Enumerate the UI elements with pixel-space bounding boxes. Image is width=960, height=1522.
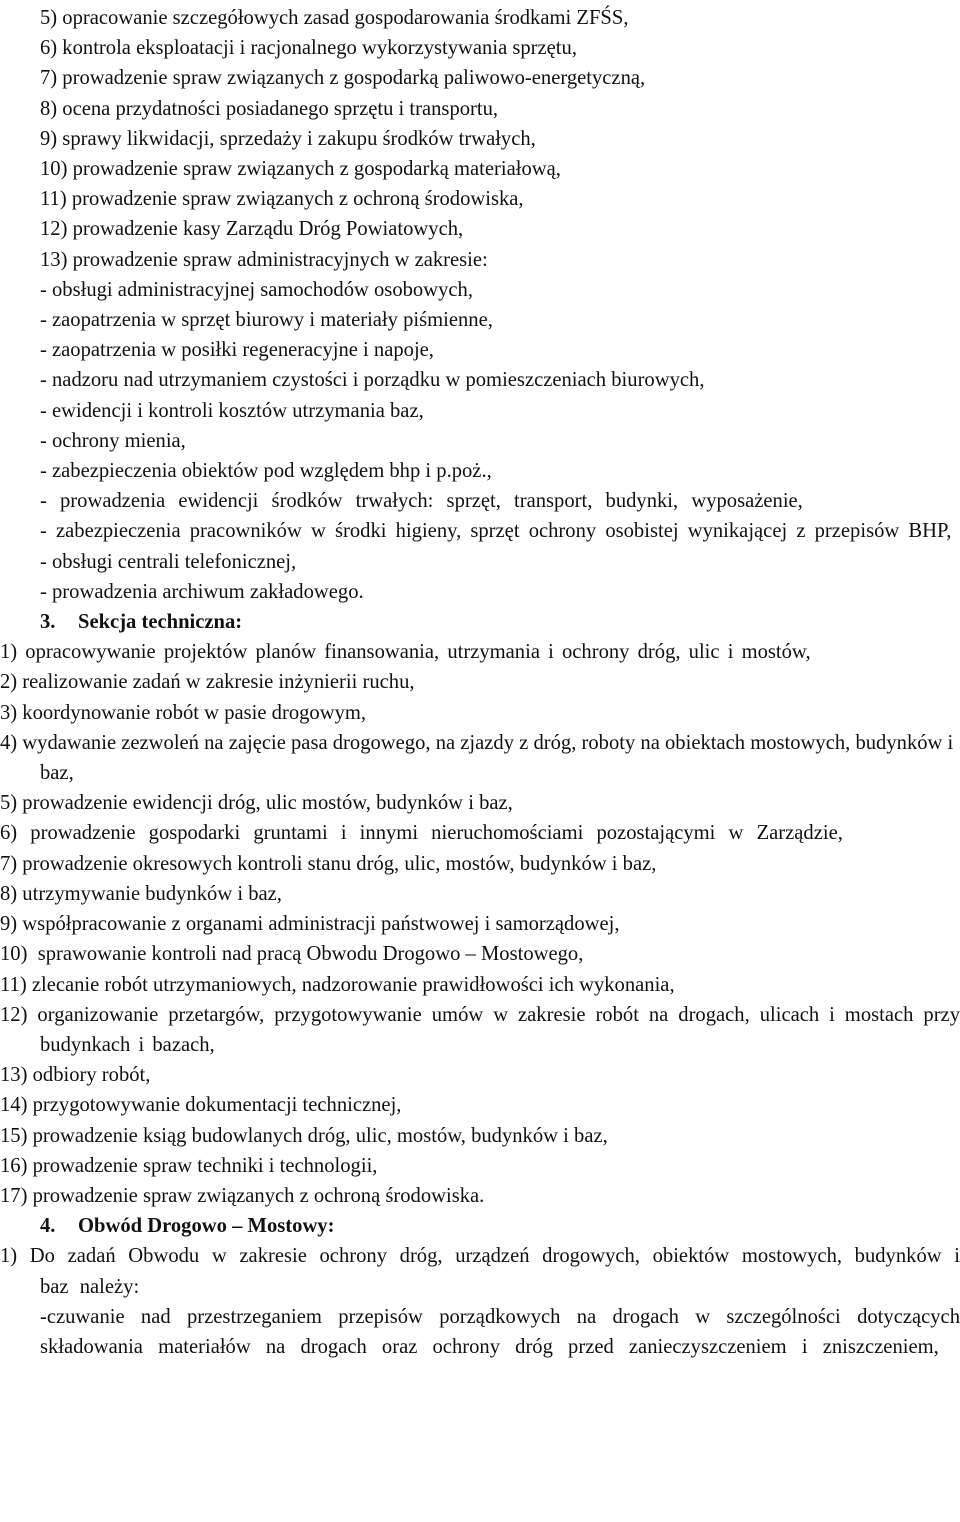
- list-item: 10) prowadzenie spraw związanych z gospodarką materiałową,: [40, 158, 561, 181]
- list-item: 9) sprawy likwidacji, sprzedaży i zakupu środków trwałych,: [40, 127, 536, 150]
- list-item: 8) utrzymywanie budynków i baz,: [0, 882, 282, 905]
- list-item: 4) wydawanie zezwoleń na zajęcie pasa drogowego, na zjazdy z dróg, roboty na obiektach mostowych, budynków i baz,: [0, 731, 954, 785]
- section3-title: Sekcja techniczna:: [78, 611, 243, 634]
- list-item: 15) prowadzenie ksiąg budowlanych dróg, ulic, mostów, budynków i baz,: [0, 1124, 608, 1147]
- sub-list-item: - zaopatrzenia w sprzęt biurowy i materiały piśmienne,: [40, 309, 493, 332]
- list-item: 3) koordynowanie robót w pasie drogowym,: [0, 701, 367, 724]
- list-item: 5) opracowanie szczegółowych zasad gospodarowania środkami ZFŚS,: [40, 7, 629, 29]
- sub-list-item: - ochrony mienia,: [40, 429, 186, 452]
- list-item: 12) organizowanie przetargów, przygotowywanie umów w zakresie robót na drogach, ulicach i mostach przy budynkach i bazach,: [0, 1003, 960, 1056]
- sub-list-item: - obsługi centrali telefonicznej,: [40, 550, 297, 573]
- section4-title: Obwód Drogowo – Mostowy:: [78, 1215, 335, 1238]
- list-item: 11) prowadzenie spraw związanych z ochroną środowiska,: [40, 188, 524, 211]
- section3-list: [0, 637, 960, 1211]
- list-item: 6) prowadzenie gospodarki gruntami i innymi nieruchomościami pozostającymi w Zarządzie,: [0, 822, 843, 845]
- list-item: 12) prowadzenie kasy Zarządu Dróg Powiatowych,: [40, 218, 464, 241]
- section3-heading: [0, 607, 960, 637]
- list-item: 10) sprawowanie kontroli nad pracą Obwodu Drogowo – Mostowego,: [0, 943, 584, 966]
- list-item: 14) przygotowywanie dokumentacji technicznej,: [0, 1094, 402, 1117]
- list-item: 5) prowadzenie ewidencji dróg, ulic mostów, budynków i baz,: [0, 792, 513, 815]
- sub-list-item: - obsługi administracyjnej samochodów osobowych,: [40, 278, 473, 301]
- sub-list-item: - prowadzenia archiwum zakładowego.: [40, 580, 364, 603]
- sub-list-item: - nadzoru nad utrzymaniem czystości i porządku w pomieszczeniach biurowych,: [40, 369, 705, 392]
- sub-list-item: - zabezpieczenia obiektów pod względem bhp i p.poż.,: [40, 460, 492, 483]
- sub-list-item: - zabezpieczenia pracowników w środki higieny, sprzęt ochrony osobistej wynikającej z przepisów BHP,: [40, 520, 952, 543]
- list-item: 13) prowadzenie spraw administracyjnych w zakresie:: [40, 248, 488, 271]
- section3-number: 3.: [40, 611, 56, 634]
- section4-list: [0, 1241, 960, 1362]
- list-item: 7) prowadzenie okresowych kontroli stanu dróg, ulic, mostów, budynków i baz,: [0, 852, 657, 875]
- section2-list: [0, 3, 960, 275]
- list-item: 13) odbiory robót,: [0, 1064, 151, 1087]
- list-item: 7) prowadzenie spraw związanych z gospodarką paliwowo-energetyczną,: [40, 67, 646, 90]
- list-item: 8) ocena przydatności posiadanego sprzętu i transportu,: [40, 97, 499, 120]
- section4-heading: [0, 1211, 960, 1241]
- sub-list-item: - ewidencji i kontroli kosztów utrzymania baz,: [40, 399, 424, 422]
- sub-list-item: -czuwanie nad przestrzeganiem przepisów porządkowych na drogach w szczególności dotyczących składowania materiałów na drogach oraz ochrony dróg przed zanieczyszczeniem i zniszczeniem,: [40, 1305, 960, 1358]
- list-item: 16) prowadzenie spraw techniki i technologii,: [0, 1154, 378, 1177]
- list-item: 9) współpracowanie z organami administracji państwowej i samorządowej,: [0, 913, 620, 936]
- list-item: 1) opracowywanie projektów planów finansowania, utrzymania i ochrony dróg, ulic i mostów,: [0, 641, 811, 664]
- list-item: 6) kontrola eksploatacji i racjonalnego wykorzystywania sprzętu,: [40, 37, 577, 60]
- list-item: 1) Do zadań Obwodu w zakresie ochrony dróg, urządzeń drogowych, obiektów mostowych, budynków i baz należy:: [0, 1245, 960, 1298]
- list-item: 17) prowadzenie spraw związanych z ochroną środowiska.: [0, 1184, 485, 1207]
- sub-list-item: - prowadzenia ewidencji środków trwałych: sprzęt, transport, budynki, wyposażenie,: [40, 490, 803, 513]
- item13-sublist: [0, 275, 960, 607]
- section4-number: 4.: [40, 1215, 56, 1238]
- list-item: 11) zlecanie robót utrzymaniowych, nadzorowanie prawidłowości ich wykonania,: [0, 973, 675, 996]
- list-item: 2) realizowanie zadań w zakresie inżynierii ruchu,: [0, 671, 415, 694]
- sub-list-item: - zaopatrzenia w posiłki regeneracyjne i napoje,: [40, 339, 434, 362]
